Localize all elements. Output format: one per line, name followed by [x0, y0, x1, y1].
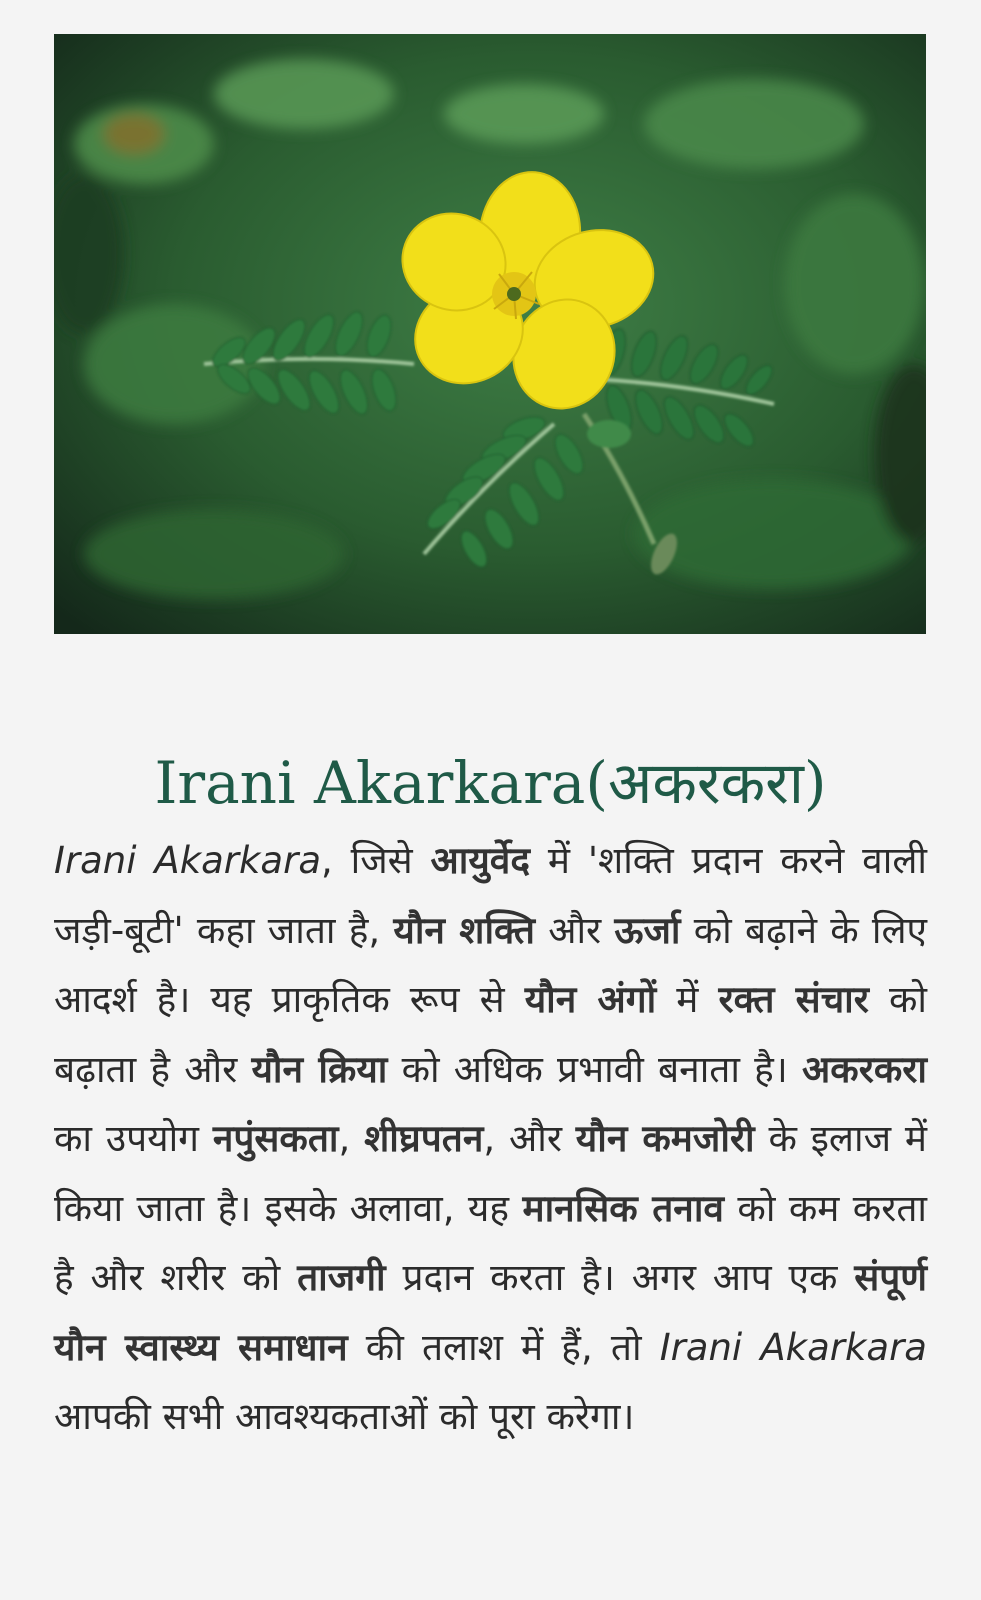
text-segment: के इलाज में किया जाता है। इसके अलावा, यह: [54, 1117, 927, 1230]
yellow-flower-plant-photo: [54, 34, 926, 634]
text-segment: को बढ़ाता है और: [54, 978, 927, 1091]
text-segment: को अधिक प्रभावी बनाता है।: [387, 1047, 803, 1091]
hero-image: [54, 34, 926, 634]
italic-text-segment: Irani Akarkara: [54, 839, 321, 882]
text-segment: और: [534, 908, 615, 952]
italic-text-segment: Irani Akarkara: [659, 1325, 927, 1369]
bold-text-segment: आयुर्वेद: [430, 839, 531, 882]
bold-text-segment: नपुंसकता: [212, 1117, 339, 1160]
text-segment: की तलाश में हैं, तो: [347, 1325, 660, 1369]
text-segment: में: [656, 978, 719, 1021]
bold-text-segment: यौन शक्ति: [393, 908, 535, 952]
text-segment: को बढ़ाने के लिए आदर्श है। यह प्राकृतिक रूप से: [54, 908, 928, 1021]
page-title: Irani Akarkara(अकरकरा): [154, 749, 827, 817]
bold-text-segment: ऊर्जा: [614, 908, 681, 952]
text-segment: का उपयोग: [54, 1117, 213, 1160]
bold-text-segment: शीघ्रपतन: [364, 1117, 484, 1160]
text-segment: को कम करता है और शरीर को: [54, 1186, 928, 1299]
text-segment: आपकी सभी आवश्यकताओं को पूरा करेगा।: [54, 1395, 635, 1438]
bold-text-segment: मानसिक तनाव: [522, 1186, 725, 1230]
text-segment: ,: [338, 1117, 365, 1160]
bold-text-segment: यौन कमजोरी: [575, 1117, 755, 1160]
text-segment: प्रदान करता है। अगर आप एक: [385, 1256, 855, 1299]
description-paragraph: [54, 826, 927, 1452]
bold-text-segment: यौन क्रिया: [251, 1047, 388, 1091]
text-segment: में 'शक्ति प्रदान करने वाली जड़ी-बूटी' कहा जाता है,: [54, 839, 927, 952]
text-segment: , और: [483, 1117, 576, 1160]
bold-text-segment: रक्त संचार: [718, 978, 869, 1021]
bold-text-segment: ताजगी: [297, 1256, 386, 1299]
text-segment: , जिसे: [321, 839, 431, 882]
bold-text-segment: अकरकरा: [802, 1047, 927, 1091]
bold-text-segment: संपूर्ण यौन स्वास्थ्य समाधान: [54, 1256, 928, 1369]
bold-text-segment: यौन अंगों: [524, 978, 657, 1021]
